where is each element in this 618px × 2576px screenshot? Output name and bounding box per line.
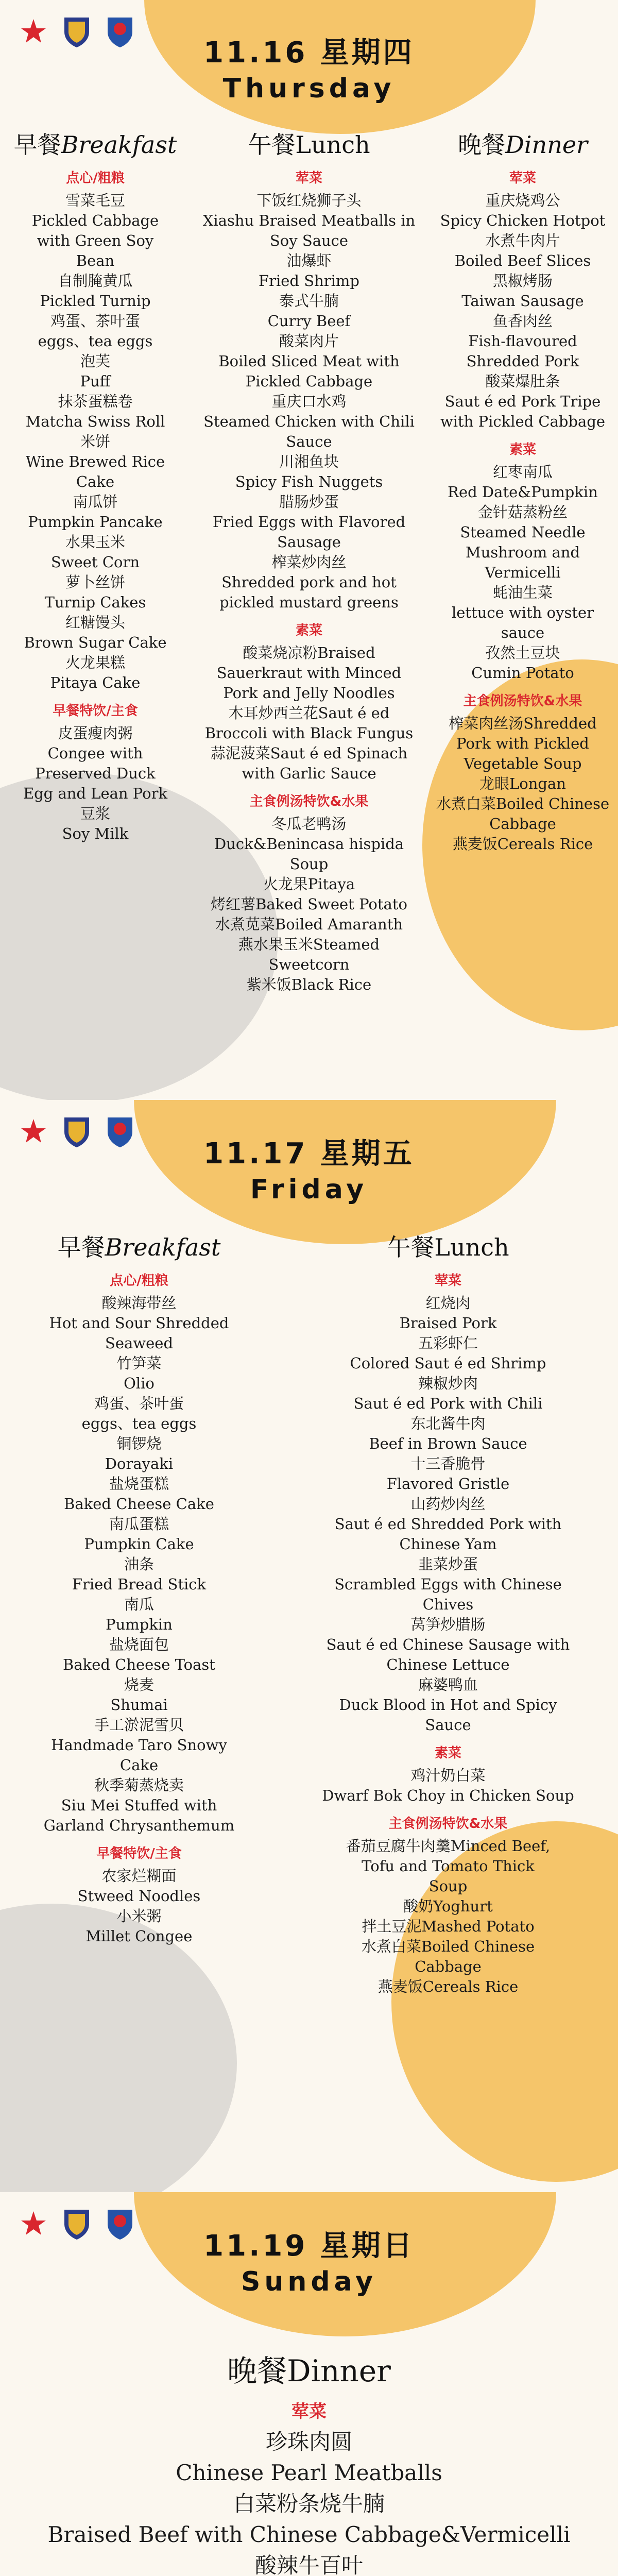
menu-item: 鸡汁奶白菜 <box>410 1767 486 1784</box>
menu-item: 雪菜毛豆 <box>65 192 125 209</box>
menu-item: Cake <box>119 1756 159 1774</box>
menu-item: 盐烧面包 <box>109 1636 169 1653</box>
menu-item: Xiashu Braised Meatballs in <box>202 212 416 229</box>
menu-item: 蚝油生菜 <box>492 584 553 601</box>
menu-item: 莴笋炒腊肠 <box>410 1616 486 1633</box>
menu-item: 鸡蛋、茶叶蛋 <box>50 312 140 330</box>
menu-item: Fish-flavoured <box>468 332 577 350</box>
section-label: 素菜 <box>295 623 322 638</box>
section-label: 点心/粗粮 <box>110 1273 168 1289</box>
menu-item: Pickled Turnip <box>40 292 151 310</box>
menu-item: 水煮牛肉片 <box>485 232 560 249</box>
menu-item: Fried Bread Stick <box>72 1575 207 1593</box>
section-label: 荤菜 <box>291 2401 327 2422</box>
dinner-column <box>433 126 613 854</box>
menu-item: 重庆烧鸡公 <box>485 192 560 209</box>
menu-item: 黑椒烤肠 <box>492 272 553 290</box>
menu-item: 山药炒肉丝 <box>410 1495 486 1513</box>
menu-item: 南瓜 <box>124 1596 154 1613</box>
menu-item: Turnip Cakes <box>44 594 146 611</box>
menu-item: Broccoli with Black Fungus <box>204 724 414 742</box>
menu-item: 酸菜烧凉粉Braised <box>243 644 375 662</box>
menu-item: 抹茶蛋糕卷 <box>58 393 133 410</box>
menu-item: Brown Sugar Cake <box>24 634 167 651</box>
menu-item: 盐烧蛋糕 <box>109 1475 169 1493</box>
menu-item: Steamed Chicken with Chili <box>203 413 415 430</box>
breakfast-column <box>5 126 185 844</box>
menu-item: 下饭红烧狮子头 <box>256 192 362 209</box>
menu-item: Cabbage <box>415 1958 482 1975</box>
menu-item: Chinese Yam <box>399 1535 497 1553</box>
menu-item: Cake <box>76 473 115 490</box>
menu-item: Saut é ed Shredded Pork with <box>334 1515 562 1533</box>
menu-item: 酸辣牛百叶 <box>254 2553 363 2576</box>
menu-item: 榨菜肉丝汤Shredded <box>449 715 597 732</box>
menu-item: Sauerkraut with Minced <box>216 664 402 682</box>
menu-item: Sauce <box>425 1716 471 1734</box>
menu-item: Vermicelli <box>485 564 561 581</box>
menu-item: Baked Cheese Cake <box>64 1495 214 1513</box>
menu-item: 火龙果Pitaya <box>263 875 355 893</box>
menu-item: Soup <box>289 855 329 873</box>
section-label: 荤菜 <box>295 171 322 186</box>
menu-item: 燕水果玉米Steamed <box>238 936 380 953</box>
day-date: 11.19 星期日 <box>203 2229 415 2263</box>
menu-item: lettuce with oyster sauce <box>451 604 594 641</box>
breakfast-column <box>15 1229 263 1946</box>
menu-item: 小米粥 <box>116 1907 162 1925</box>
section-label: 素菜 <box>434 1745 461 1761</box>
menu-item: Preserved Duck <box>35 765 156 782</box>
menu-item: Pork and Jelly Noodles <box>223 684 395 702</box>
menu-item: 五彩虾仁 <box>418 1334 478 1352</box>
lunch-column <box>299 1229 597 1997</box>
menu-item: Pork with Pickled <box>456 735 589 752</box>
menu-item: Pumpkin Pancake <box>28 513 163 531</box>
menu-item: Millet Congee <box>85 1927 193 1945</box>
menu-item: Flavored Gristle <box>386 1475 510 1493</box>
menu-item: 竹笋菜 <box>116 1354 162 1372</box>
day-weekday: Thursday <box>222 73 396 104</box>
menu-item: Tofu and Tomato Thick <box>362 1857 535 1875</box>
menu-item: 木耳炒西兰花Saut é ed <box>228 704 390 722</box>
menu-item: 水煮苋菜Boiled Amaranth <box>215 916 403 933</box>
menu-item: Pickled Cabbage <box>31 212 159 229</box>
menu-item: 酸菜爆肚条 <box>485 372 560 390</box>
menu-item: Cabbage <box>489 815 556 833</box>
menu-item: Soy Milk <box>62 825 129 842</box>
day-heading <box>0 1131 618 1205</box>
menu-item: Wine Brewed Rice <box>25 453 165 470</box>
menu-item: Pitaya Cake <box>50 674 141 691</box>
menu-item: 水煮白菜Boiled Chinese <box>436 795 610 812</box>
menu-item: Steamed Needle <box>460 523 586 541</box>
decor-blob <box>0 1904 237 2192</box>
menu-item: Congee with <box>47 744 143 762</box>
menu-item: Shredded pork and hot <box>221 573 397 591</box>
menu-item: Soy Sauce <box>269 232 349 249</box>
menu-item: Vegetable Soup <box>464 755 582 772</box>
day-date: 11.16 星期四 <box>203 36 415 70</box>
section-label: 早餐特饮/主食 <box>53 703 138 719</box>
dinner-heading: 晚餐Dinner <box>457 131 588 159</box>
menu-item: with Pickled Cabbage <box>440 413 606 430</box>
breakfast-heading: 早餐Breakfast <box>13 131 177 159</box>
menu-item: Puff <box>80 372 111 390</box>
menu-item: 燕麦饭Cereals Rice <box>452 835 593 853</box>
menu-item: Saut é ed Pork with Chili <box>353 1395 543 1412</box>
menu-item: 酸辣海带丝 <box>101 1294 177 1312</box>
menu-item: Seaweed <box>105 1334 174 1352</box>
menu-item: 手工淤泥雪贝 <box>94 1716 184 1734</box>
menu-item: Shumai <box>110 1696 168 1714</box>
menu-item: 金针菇蒸粉丝 <box>477 503 568 521</box>
menu-item: Curry Beef <box>267 312 351 330</box>
menu-item: Duck Blood in Hot and Spicy <box>339 1696 557 1714</box>
menu-item: Chinese Pearl Meatballs <box>176 2460 442 2485</box>
menu-item: Boiled Sliced Meat with <box>218 352 400 370</box>
menu-item: with Garlic Sauce <box>242 765 376 782</box>
menu-item: 鱼香肉丝 <box>492 312 553 330</box>
sunday-section <box>0 2192 618 2576</box>
menu-item: Sausage <box>277 533 341 551</box>
menu-item: 蒜泥菠菜Saut é ed Spinach <box>210 744 408 762</box>
menu-item: 烧麦 <box>124 1676 154 1693</box>
menu-item: Siu Mei Stuffed with <box>61 1797 217 1814</box>
section-label: 点心/粗粮 <box>66 171 125 186</box>
section-label: 早餐特饮/主食 <box>96 1846 182 1861</box>
menu-item: 十三香脆骨 <box>410 1455 486 1472</box>
menu-item: 川湘鱼块 <box>279 453 339 470</box>
menu-item: 农家烂糊面 <box>101 1867 177 1885</box>
menu-item: 拌土豆泥Mashed Potato <box>362 1918 535 1935</box>
menu-item: 红枣南瓜 <box>492 463 553 481</box>
menu-item: Mushroom and <box>466 544 580 561</box>
section-label: 主食例汤特饮&水果 <box>463 693 582 709</box>
dinner-heading: 晚餐Dinner <box>227 2353 391 2388</box>
menu-item: 红烧肉 <box>425 1294 471 1312</box>
menu-item: 紫米饭Black Rice <box>246 976 372 993</box>
day-heading <box>0 30 618 104</box>
menu-item: 东北酱牛肉 <box>410 1415 486 1432</box>
menu-item: 麻婆鸭血 <box>418 1676 478 1693</box>
menu-item: 泡芙 <box>80 352 110 370</box>
menu-item: 酸菜肉片 <box>279 332 339 350</box>
menu-item: 水煮白菜Boiled Chinese <box>361 1938 535 1955</box>
menu-item: Pickled Cabbage <box>245 372 373 390</box>
menu-item: 米饼 <box>80 433 110 450</box>
day-date: 11.17 星期五 <box>203 1137 415 1171</box>
menu-item: 鸡蛋、茶叶蛋 <box>94 1395 184 1412</box>
menu-item: 油爆虾 <box>286 252 332 269</box>
menu-item: Taiwan Sausage <box>461 292 584 310</box>
menu-item: 冬瓜老鸭汤 <box>271 815 347 833</box>
menu-item: 白菜粉条烧牛腩 <box>233 2491 385 2516</box>
section-label: 荤菜 <box>509 171 536 186</box>
menu-item: 秋季菊蒸烧卖 <box>94 1776 184 1794</box>
menu-item: Garland Chrysanthemum <box>43 1817 235 1834</box>
menu-item: Baked Cheese Toast <box>63 1656 215 1673</box>
breakfast-heading: 早餐Breakfast <box>57 1233 221 1261</box>
menu-item: eggs、tea eggs <box>38 332 153 350</box>
menu-item: 珍珠肉圆 <box>265 2429 352 2454</box>
menu-item: 酸奶Yoghurt <box>403 1897 493 1915</box>
menu-item: 南瓜饼 <box>73 493 118 511</box>
menu-item: 腊肠炒蛋 <box>279 493 339 511</box>
menu-item: Handmade Taro Snowy <box>51 1736 227 1754</box>
menu-item: Olio <box>124 1375 154 1392</box>
menu-item: Stweed Noodles <box>77 1887 201 1905</box>
lunch-column <box>196 126 422 995</box>
menu-item: 火龙果糕 <box>65 654 125 671</box>
menu-item: Braised Beef with Chinese Cabbage&Vermicelli <box>47 2522 571 2547</box>
menu-item: 萝卜丝饼 <box>65 573 125 591</box>
menu-item: Pumpkin Cake <box>84 1535 194 1553</box>
menu-item: Cumin Potato <box>471 664 574 682</box>
menu-item: Braised Pork <box>399 1314 497 1332</box>
lunch-heading: 午餐Lunch <box>248 131 370 159</box>
menu-item: 龙眼Longan <box>479 775 566 792</box>
menu-item: Bean <box>76 252 115 269</box>
menu-item: 重庆口水鸡 <box>271 393 347 410</box>
menu-item: Boiled Beef Slices <box>454 252 591 269</box>
section-label: 素菜 <box>509 442 536 457</box>
menu-item: 韭菜炒蛋 <box>418 1555 478 1573</box>
menu-item: Sweet Corn <box>50 553 140 571</box>
menu-item: Dwarf Bok Choy in Chicken Soup <box>322 1787 574 1804</box>
menu-item: 南瓜蛋糕 <box>109 1515 169 1533</box>
menu-item: 番茄豆腐牛肉羹Minced Beef, <box>346 1837 551 1855</box>
menu-item: Shredded Pork <box>466 352 579 370</box>
menu-item: Matcha Swiss Roll <box>25 413 165 430</box>
menu-item: pickled mustard greens <box>219 594 399 611</box>
menu-item: 铜锣烧 <box>116 1435 162 1452</box>
menu-item: 红糖馒头 <box>65 614 125 631</box>
menu-item: Fried Eggs with Flavored <box>212 513 406 531</box>
menu-item: Scrambled Eggs with Chinese <box>334 1575 562 1593</box>
section-label: 主食例汤特饮&水果 <box>249 794 369 809</box>
menu-item: 泰式牛腩 <box>279 292 339 310</box>
section-label: 荤菜 <box>434 1273 461 1289</box>
menu-item: Saut é ed Pork Tripe <box>444 393 601 410</box>
menu-item: Soup <box>428 1877 468 1895</box>
menu-item: 孜然土豆块 <box>485 644 560 662</box>
dinner-column <box>21 2347 597 2576</box>
menu-item: 自制腌黄瓜 <box>58 272 133 290</box>
menu-item: Spicy Chicken Hotpot <box>440 212 606 229</box>
menu-item: Colored Saut é ed Shrimp <box>350 1354 546 1372</box>
thursday-section <box>0 0 618 1100</box>
day-weekday: Sunday <box>241 2266 377 2297</box>
menu-item: 辣椒炒肉 <box>418 1375 478 1392</box>
lunch-heading: 午餐Lunch <box>387 1233 509 1261</box>
menu-item: Beef in Brown Sauce <box>369 1435 527 1452</box>
menu-item: Egg and Lean Pork <box>23 785 168 802</box>
menu-item: with Green Soy <box>37 232 154 249</box>
menu-item: 烤红薯Baked Sweet Potato <box>211 895 407 913</box>
menu-item: Chives <box>422 1596 474 1613</box>
menu-item: Chinese Lettuce <box>386 1656 510 1673</box>
menu-item: Red Date&Pumpkin <box>448 483 598 501</box>
menu-item: Dorayaki <box>105 1455 174 1472</box>
menu-item: Hot and Sour Shredded <box>49 1314 229 1332</box>
menu-item: Duck&Benincasa hispida <box>214 835 404 853</box>
menu-item: Pumpkin <box>106 1616 173 1633</box>
friday-section <box>0 1100 618 2192</box>
menu-item: Sweetcorn <box>268 956 350 973</box>
menu-item: 燕麦饭Cereals Rice <box>377 1978 519 1995</box>
menu-item: eggs、tea eggs <box>81 1415 197 1432</box>
menu-item: Fried Shrimp <box>259 272 359 290</box>
menu-item: 豆浆 <box>80 805 110 822</box>
menu-item: Spicy Fish Nuggets <box>235 473 383 490</box>
menu-item: 水果玉米 <box>65 533 125 551</box>
day-heading <box>0 2223 618 2297</box>
menu-item: 榨菜炒肉丝 <box>271 553 347 571</box>
menu-item: Saut é ed Chinese Sausage with <box>326 1636 570 1653</box>
day-weekday: Friday <box>250 1174 368 1205</box>
menu-item: 油条 <box>124 1555 154 1573</box>
menu-item: 皮蛋瘦肉粥 <box>58 724 133 742</box>
menu-item: Sauce <box>286 433 332 450</box>
section-label: 主食例汤特饮&水果 <box>388 1816 508 1832</box>
